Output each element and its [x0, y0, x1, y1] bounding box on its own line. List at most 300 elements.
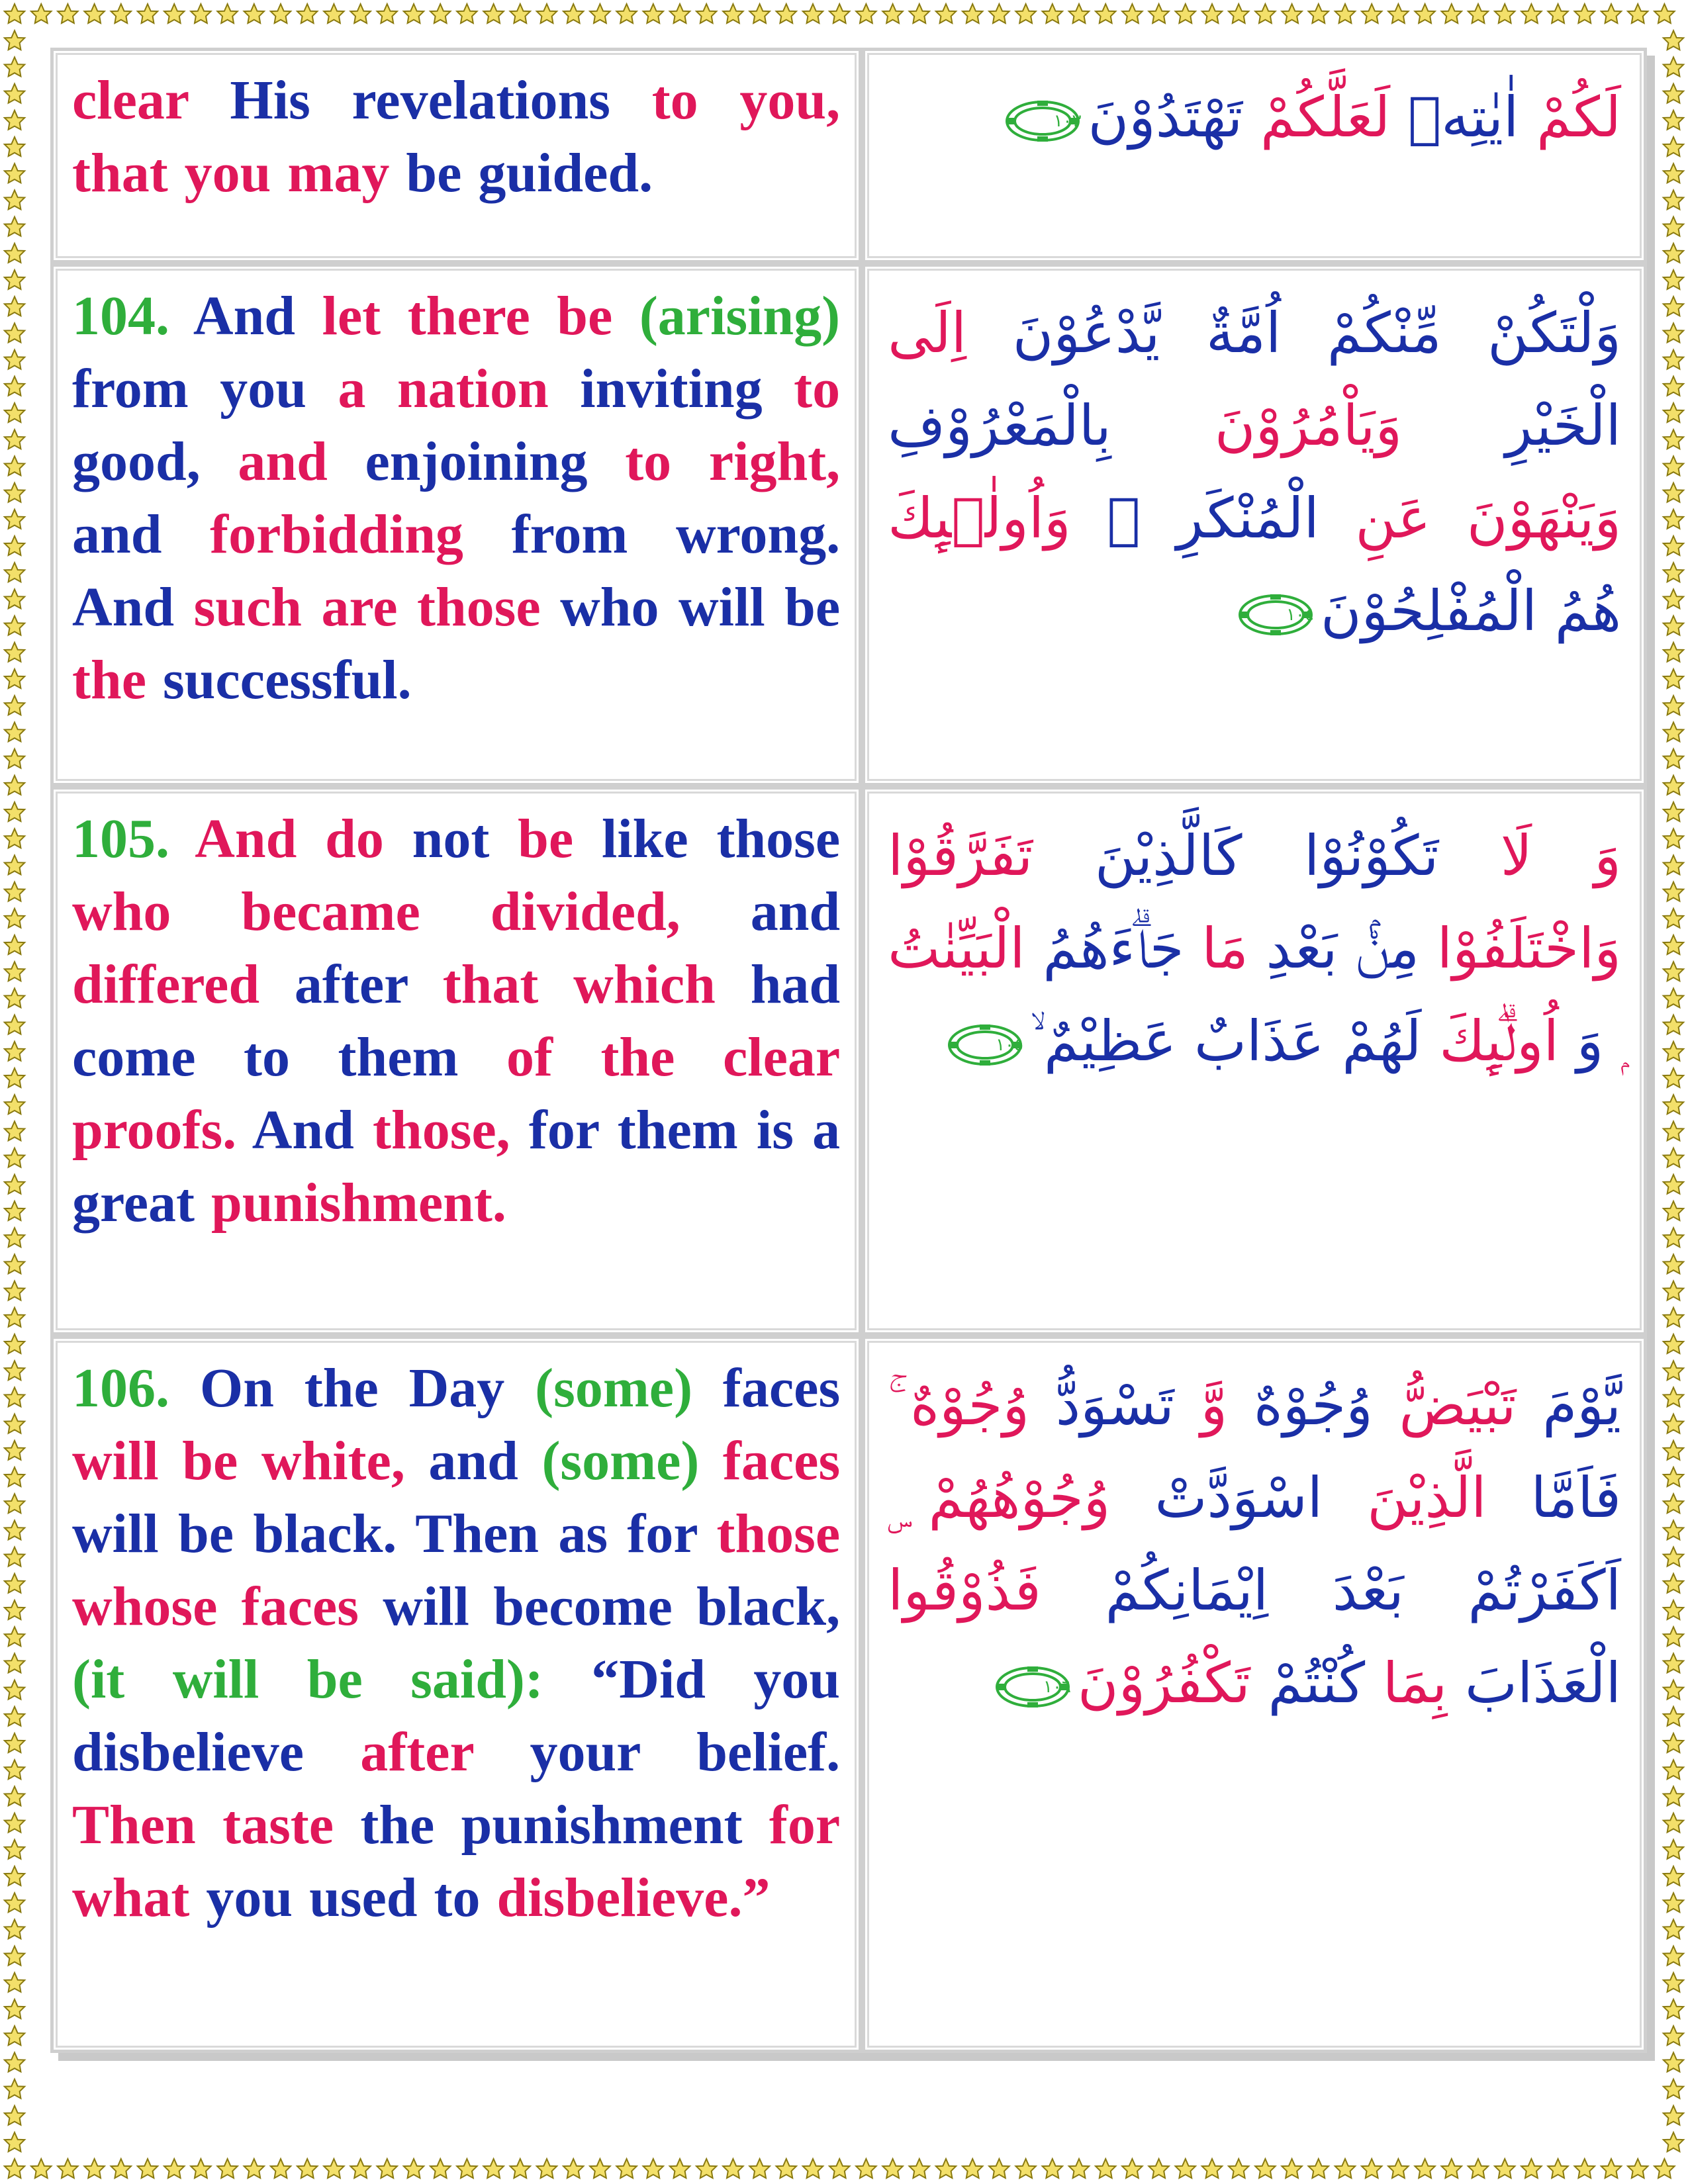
border-star [616, 2159, 636, 2178]
border-star [5, 2159, 24, 2178]
arabic-segment: تَكُوْنُوْا [1242, 823, 1439, 888]
translation-segment: clear [72, 69, 230, 131]
translation-segment: 105. [72, 808, 195, 870]
arabic-segment: مِنْۢ بَعْدِ [1248, 916, 1420, 981]
translation-segment: and [428, 1430, 542, 1492]
border-star [1664, 1840, 1683, 1859]
border-star [5, 616, 24, 635]
border-star [5, 2132, 24, 2152]
border-star [1122, 2159, 1142, 2178]
border-star [1664, 616, 1683, 635]
border-star [1575, 4, 1595, 23]
translation-segment: those, [373, 1099, 529, 1161]
translation-segment: let there be [322, 285, 639, 347]
border-star [5, 1175, 24, 1194]
translation-segment: (some) [535, 1357, 723, 1419]
border-star [217, 4, 237, 23]
border-star [1664, 1068, 1683, 1087]
border-star [670, 2159, 690, 2178]
border-star [5, 1361, 24, 1380]
translation-segment: will be white, [72, 1430, 429, 1492]
border-star [856, 4, 876, 23]
translation-segment: differed [72, 954, 295, 1015]
border-star [483, 4, 503, 23]
border-star [1664, 323, 1683, 342]
border-star [1335, 2159, 1355, 2178]
border-star [5, 430, 24, 449]
english-translation [54, 51, 859, 216]
border-star [5, 1813, 24, 1833]
arabic-segment: وَ لَا [1438, 823, 1621, 888]
border-star [1664, 1866, 1683, 1886]
arabic-segment: هُمُ الْمُفْلِحُوْنَ [1320, 578, 1621, 643]
translation-segment: will become black, [383, 1576, 841, 1637]
translation-segment: such are those [193, 576, 561, 638]
arabic-segment: اُولٰۗىِٕكَ [1421, 1009, 1560, 1073]
border-star [1664, 1547, 1683, 1567]
border-star [1664, 111, 1683, 130]
border-star [1664, 296, 1683, 316]
border-star [1664, 430, 1683, 449]
border-star [164, 4, 184, 23]
border-star [1176, 2159, 1196, 2178]
border-star [5, 1334, 24, 1353]
arabic-segment: جَاۗءَھُمُ [1025, 916, 1184, 981]
border-star [31, 2159, 51, 2178]
border-star [1664, 403, 1683, 422]
border-star [1664, 2132, 1683, 2152]
translation-segment: Then taste [72, 1794, 361, 1856]
border-star [191, 2159, 211, 2178]
border-star [5, 1866, 24, 1886]
border-star [5, 137, 24, 156]
border-star [910, 4, 929, 23]
border-star [297, 2159, 317, 2178]
border-star [5, 350, 24, 369]
border-star [829, 4, 849, 23]
border-star [5, 2026, 24, 2045]
border-star [5, 988, 24, 1007]
border-star [1664, 1042, 1683, 1061]
arabic-segment: تَفَرَّقُوْا [888, 823, 1033, 888]
border-star [5, 1733, 24, 1752]
border-star [138, 2159, 158, 2178]
arabic-segment: عَظِيْمٌ ۙ [1030, 1009, 1177, 1073]
verse-end-marker-icon [1237, 593, 1314, 637]
border-star [1664, 270, 1683, 289]
border-star [5, 1068, 24, 1087]
border-star [58, 2159, 77, 2178]
border-star [1202, 2159, 1222, 2178]
arabic-segment: الَّذِيْنَ [1323, 1465, 1487, 1530]
border-star [1176, 4, 1196, 23]
border-star [191, 4, 211, 23]
border-star [5, 1547, 24, 1567]
border-star [1664, 1600, 1683, 1619]
border-star [5, 483, 24, 502]
arabic-segment: تَهْتَدُوْنَ [1088, 85, 1243, 150]
translation-segment: after [294, 954, 443, 1015]
border-star [5, 4, 24, 23]
english-translation [54, 267, 859, 723]
arabic-segment: وَلْتَكُنْ مِّنْكُمْ اُمَّةٌ يَّدْعُوْنَ [966, 300, 1621, 365]
border-star [1521, 2159, 1541, 2178]
translation-segment: and [238, 431, 365, 492]
border-star [1664, 669, 1683, 688]
border-star [5, 643, 24, 662]
border-star [5, 1707, 24, 1726]
arabic-segment: تَكْفُرُوْنَ [1077, 1651, 1250, 1715]
arabic-segment: تَبْيَضُّ [1372, 1373, 1517, 1437]
border-star [537, 4, 557, 23]
border-star [1664, 1760, 1683, 1779]
border-star [670, 4, 690, 23]
border-star [111, 2159, 131, 2178]
border-star [563, 2159, 583, 2178]
border-star [1664, 137, 1683, 156]
translation-segment: to [794, 358, 841, 420]
border-star [5, 217, 24, 236]
border-star [1362, 2159, 1382, 2178]
border-star [1664, 1441, 1683, 1460]
arabic-segment: اسْوَدَّتْ [1110, 1465, 1323, 1530]
border-star [377, 2159, 397, 2178]
border-star [1015, 2159, 1035, 2178]
border-star [749, 4, 769, 23]
border-star [510, 2159, 530, 2178]
border-star [1628, 4, 1648, 23]
border-star [324, 4, 344, 23]
border-star [1388, 2159, 1408, 2178]
translation-segment: (some) [541, 1430, 723, 1492]
border-star [1664, 350, 1683, 369]
border-star [1442, 2159, 1462, 2178]
border-star [1664, 1919, 1683, 1938]
verse-row [50, 263, 1647, 786]
border-star [1654, 4, 1674, 23]
translation-segment: to you, that you may [72, 69, 841, 204]
verse-number: ١٠٥ [996, 1035, 1023, 1056]
border-star [5, 1095, 24, 1114]
border-star [5, 1308, 24, 1327]
arabic-verse-cell [862, 48, 1647, 263]
border-star [5, 456, 24, 475]
border-star [1664, 2026, 1683, 2045]
border-star [1664, 1999, 1683, 2019]
border-star [1229, 4, 1248, 23]
border-star [271, 4, 291, 23]
border-star [1495, 2159, 1515, 2178]
border-star [936, 4, 956, 23]
border-star [1096, 2159, 1115, 2178]
translation-segment: faces [722, 1430, 841, 1492]
border-star [882, 2159, 902, 2178]
border-star [1664, 1175, 1683, 1194]
border-star [882, 4, 902, 23]
verse-end-marker-icon [947, 1023, 1023, 1067]
border-star [404, 2159, 424, 2178]
verse-end-marker-icon [994, 1665, 1071, 1709]
border-star [5, 296, 24, 316]
border-star [1388, 4, 1408, 23]
arabic-segment: وُجُوْهٌ [1227, 1373, 1373, 1437]
border-star [377, 4, 397, 23]
border-star [5, 1121, 24, 1140]
arabic-segment: لَكُمْ [1519, 85, 1621, 150]
border-star [5, 510, 24, 529]
border-star [1415, 4, 1434, 23]
border-star [5, 403, 24, 422]
arabic-verse-cell [862, 263, 1647, 786]
translation-segment: that which [442, 954, 751, 1015]
translation-segment: And [193, 285, 322, 347]
translation-segment: On the Day [199, 1357, 536, 1419]
border-star [5, 749, 24, 768]
border-star [723, 2159, 743, 2178]
translation-segment: His revelations [230, 69, 652, 131]
translation-segment: good, [72, 431, 238, 492]
border-star [5, 1148, 24, 1167]
border-star [1664, 1015, 1683, 1034]
border-star [1415, 2159, 1434, 2178]
translation-segment: forbidding [210, 504, 512, 565]
border-star [5, 2079, 24, 2099]
border-star [1664, 1520, 1683, 1539]
border-star [1664, 1361, 1683, 1380]
translation-segment: the punishment [360, 1794, 769, 1856]
arabic-segment: لَھُمْ عَذَابٌ [1176, 1009, 1422, 1073]
verse-number: ١٠٦ [1043, 1677, 1071, 1698]
border-star [1664, 1653, 1683, 1672]
border-star [1362, 4, 1382, 23]
border-star [84, 4, 104, 23]
arabic-segment: وَّ [1174, 1373, 1228, 1437]
border-star [138, 4, 158, 23]
translation-segment: And do [195, 808, 412, 870]
border-star [1664, 1095, 1683, 1114]
arabic-segment: مَا [1184, 916, 1248, 981]
border-star [5, 882, 24, 901]
arabic-segment: تَسْوَدُّ [1029, 1373, 1174, 1437]
arabic-segment: الْعَذَابَ [1447, 1651, 1621, 1715]
arabic-segment: الْمُنْكَرِ ۭ [1070, 486, 1319, 551]
border-star [1664, 1680, 1683, 1700]
arabic-segment: وُجُوْهٌ ۚ [888, 1373, 1030, 1437]
translation-segment: after [360, 1721, 530, 1783]
border-star [803, 4, 823, 23]
english-translation-cell [50, 1336, 862, 2053]
border-star [1664, 84, 1683, 103]
border-star [590, 2159, 610, 2178]
border-star [1664, 2052, 1683, 2071]
border-star [350, 2159, 370, 2178]
border-star [271, 2159, 291, 2178]
border-star [457, 2159, 477, 2178]
border-star [5, 935, 24, 954]
border-star [5, 1414, 24, 1433]
border-star [1664, 483, 1683, 502]
border-star [1255, 2159, 1275, 2178]
border-star [217, 2159, 237, 2178]
border-star [989, 4, 1009, 23]
border-star [5, 776, 24, 795]
border-star [989, 2159, 1009, 2178]
translation-segment: and [750, 881, 841, 942]
border-star [1664, 1387, 1683, 1406]
border-star [1664, 1627, 1683, 1646]
border-star [1229, 2159, 1248, 2178]
translation-segment: not [412, 808, 518, 870]
border-star [1309, 2159, 1329, 2178]
border-star [1664, 589, 1683, 608]
border-star [1664, 1467, 1683, 1486]
border-star [1664, 2079, 1683, 2099]
border-star [31, 4, 51, 23]
border-star [1468, 2159, 1488, 2178]
verse-end-marker-icon [1004, 99, 1081, 143]
border-star [590, 4, 610, 23]
border-star [1664, 1254, 1683, 1273]
border-star [1309, 4, 1329, 23]
border-star [1664, 1946, 1683, 1966]
translation-segment: of the clear proofs. [72, 1026, 841, 1161]
border-star [1043, 2159, 1062, 2178]
border-star [1664, 749, 1683, 768]
border-star [749, 2159, 769, 2178]
translation-segment: a nation [338, 358, 581, 420]
arabic-segment: وَيَنْهَوْنَ عَنِ [1319, 486, 1622, 551]
border-star [1664, 1308, 1683, 1327]
border-star [5, 909, 24, 928]
border-star [910, 2159, 929, 2178]
border-star [457, 4, 477, 23]
border-star [1664, 1334, 1683, 1353]
verse-number: ١٠٤ [1286, 605, 1314, 625]
border-star [1069, 2159, 1089, 2178]
english-translation [54, 1339, 859, 1941]
border-star [1575, 2159, 1595, 2178]
border-star [1664, 1121, 1683, 1140]
border-star [1664, 1281, 1683, 1300]
translation-segment: your belief. [530, 1721, 841, 1783]
translation-segment: and [72, 504, 211, 565]
arabic-segment: لَعَلَّكُمْ [1243, 85, 1391, 150]
border-star [1664, 1574, 1683, 1593]
border-star [5, 1467, 24, 1486]
border-star [1664, 563, 1683, 582]
border-star [404, 4, 424, 23]
border-star [84, 2159, 104, 2178]
border-star [5, 377, 24, 396]
border-star [1601, 2159, 1621, 2178]
translation-segment: from wrong. And [72, 504, 841, 638]
border-star [1664, 802, 1683, 821]
border-star [962, 2159, 982, 2178]
border-star [1442, 4, 1462, 23]
border-star [5, 1254, 24, 1273]
translation-segment: faces [722, 1357, 841, 1419]
border-star [563, 4, 583, 23]
border-star [5, 1228, 24, 1247]
border-star [5, 855, 24, 874]
border-star [1521, 4, 1541, 23]
border-star [1664, 909, 1683, 928]
border-star [1282, 2159, 1301, 2178]
arabic-segment: اِلَى [888, 300, 967, 365]
arabic-verse [865, 51, 1644, 170]
translation-segment: enjoining [365, 431, 626, 492]
translation-segment: 104. [72, 285, 193, 347]
border-star [164, 2159, 184, 2178]
border-star [1122, 4, 1142, 23]
border-star [244, 2159, 264, 2178]
translation-segment: disbelieve.” [496, 1867, 771, 1929]
verse-row [50, 786, 1647, 1336]
translation-segment: had come to them [72, 954, 841, 1088]
border-star [5, 323, 24, 342]
border-star [1664, 1228, 1683, 1247]
border-star [1664, 962, 1683, 981]
border-star [5, 802, 24, 821]
translation-segment: (arising) [639, 285, 841, 347]
border-star [1255, 4, 1275, 23]
border-star [5, 2106, 24, 2125]
border-star [1495, 4, 1515, 23]
border-star [430, 4, 450, 23]
border-star [297, 4, 317, 23]
border-star [5, 84, 24, 103]
border-star [537, 2159, 557, 2178]
verse-table [50, 48, 1647, 2053]
border-star [1664, 1707, 1683, 1726]
border-star [1664, 1973, 1683, 1992]
arabic-segment: الْبَيِّنٰتُ ۭ [888, 916, 1621, 1073]
border-star [5, 1520, 24, 1539]
border-star [5, 1494, 24, 1513]
border-star [1664, 1148, 1683, 1167]
border-star [5, 1441, 24, 1460]
border-star [111, 4, 131, 23]
border-star [1149, 4, 1168, 23]
translation-segment: be guided. [406, 142, 653, 204]
border-star [1664, 935, 1683, 954]
border-star [5, 1919, 24, 1938]
translation-segment: who will be [560, 576, 841, 638]
border-star [5, 163, 24, 183]
arabic-segment: اٰيٰتِهٖ [1390, 85, 1519, 150]
translation-segment: for them is a great [72, 1099, 841, 1234]
arabic-segment: الْخَيْرِ [1402, 393, 1621, 458]
arabic-verse [865, 1339, 1644, 1736]
border-star [1335, 4, 1355, 23]
translation-segment: inviting [580, 358, 794, 420]
arabic-segment: وَيَاْمُرُوْنَ [1111, 393, 1403, 458]
border-star [1664, 1414, 1683, 1433]
border-star [5, 1627, 24, 1646]
border-star [856, 2159, 876, 2178]
arabic-segment: وَ [1559, 1009, 1604, 1073]
arabic-segment: وَاُولٰۗىِٕكَ [888, 486, 1071, 551]
border-star [1664, 643, 1683, 662]
translation-segment: be [518, 808, 602, 870]
translation-segment: will be black. Then as for [72, 1503, 717, 1565]
border-star [5, 1600, 24, 1619]
border-star [1654, 2159, 1674, 2178]
translation-segment: for what [72, 1794, 841, 1929]
border-star [5, 1201, 24, 1220]
english-translation-cell [50, 263, 862, 786]
border-star [5, 111, 24, 130]
